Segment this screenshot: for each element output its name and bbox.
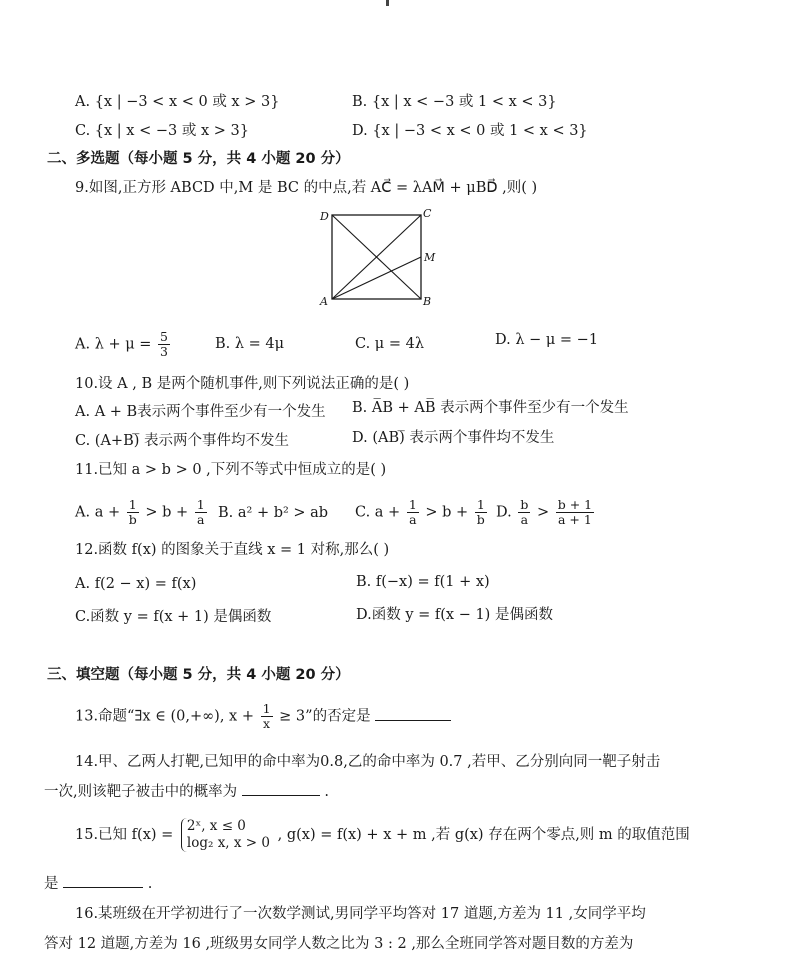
q11-c-frac2 — [475, 498, 487, 527]
q15-line1 — [75, 818, 690, 852]
q10-option-b: B. A̅B + AB̅ 表示两个事件至少有一个发生 — [352, 400, 629, 416]
q11-a-frac1-den: b — [128, 512, 137, 527]
q8-option-a: A. {x | −3 < x < 0 或 x > 3} — [75, 94, 280, 110]
q8-option-c: C. {x | x < −3 或 x > 3} — [75, 123, 249, 139]
q16-line2: 答对 12 道题,方差为 16 ,班级男女同学人数之比为 3 : 2 ,那么全班同学答对题目数的方差为 — [44, 936, 634, 952]
q11-c-frac1-den: a — [409, 512, 417, 527]
section-2-title: 二、多选题（每小题 5 分，共 4 小题 20 分） — [47, 151, 350, 167]
label-a: A — [320, 295, 328, 307]
q11-option-b: B. a² + b² > ab — [218, 505, 329, 521]
q11-c-frac2-den: b — [476, 512, 485, 527]
segment-am — [332, 257, 421, 299]
q11-option-d — [496, 498, 596, 527]
q9-option-d: D. λ − μ = −1 — [495, 332, 599, 348]
q11-a-frac2 — [195, 498, 207, 527]
q11-d-frac1-num: b — [520, 497, 529, 512]
q14-line2-text: 一次,则该靶子被击中的概率为 — [44, 784, 238, 800]
label-b: B — [423, 295, 432, 307]
q11-d-frac2 — [556, 498, 594, 527]
q11-c-mid: > b + — [425, 504, 469, 521]
q13-fraction — [261, 702, 273, 731]
q11-d-frac2-num: b + 1 — [557, 497, 593, 512]
q11-a-left: A. a + — [75, 504, 121, 521]
q10-stem: 10.设 A , B 是两个随机事件,则下列说法正确的是( ) — [75, 376, 410, 392]
q15-line2-text: 是 — [44, 876, 59, 892]
q10-option-d: D. (AB)̅ 表示两个事件均不发生 — [352, 430, 555, 446]
q13-answer-blank[interactable] — [375, 720, 451, 721]
q12-option-c: C.函数 y = f(x + 1) 是偶函数 — [75, 609, 272, 625]
q13-frac-num: 1 — [262, 701, 271, 716]
q9-stem: 9.如图,正方形 ABCD 中,M 是 BC 的中点,若 AC⃗ = λAM⃗ + μBD⃗ ,则( ) — [75, 180, 538, 196]
q11-a-mid: > b + — [145, 504, 189, 521]
section-3-title: 三、填空题（每小题 5 分，共 4 小题 20 分） — [47, 667, 350, 683]
q15-case1: 2ˣ, x ≤ 0 — [186, 818, 246, 834]
q14-line2 — [44, 782, 329, 802]
q11-d-frac1 — [518, 498, 530, 527]
q14-answer-blank[interactable] — [242, 795, 320, 796]
q10-option-a: A. A + B表示两个事件至少有一个发生 — [75, 404, 326, 420]
q11-c-frac2-num: 1 — [475, 498, 487, 513]
q11-c-frac1-num: 1 — [408, 497, 417, 512]
q11-option-c — [355, 498, 489, 527]
label-m: M — [424, 251, 436, 264]
q8-option-b: B. {x | x < −3 或 1 < x < 3} — [352, 94, 557, 110]
square-abcd-figure — [316, 205, 438, 307]
q11-a-frac1-num: 1 — [127, 498, 139, 513]
q15-case2: log₂ x, x > 0 — [186, 835, 270, 851]
q11-d-gt: > — [536, 504, 550, 521]
q15-piecewise — [181, 818, 270, 852]
q15-pre: 15.已知 f(x) = — [75, 827, 174, 843]
q15-end: . — [147, 876, 153, 892]
page-edge-mark — [386, 0, 389, 6]
q11-stem: 11.已知 a > b > 0 ,下列不等式中恒成立的是( ) — [75, 462, 387, 478]
q11-option-a — [75, 498, 209, 527]
q14-end: . — [324, 784, 329, 800]
q13-pre: 13.命题“∃x ∈ (0,+∞), x + — [75, 708, 254, 725]
q14-line1: 14.甲、乙两人打靶,已知甲的命中率为0.8,乙的命中率为 0.7 ,若甲、乙分别向同一靶子射击 — [75, 754, 661, 770]
q10-option-c: C. (A+B)̅ 表示两个事件均不发生 — [75, 433, 289, 449]
q11-a-frac2-den: a — [197, 512, 205, 527]
q12-stem: 12.函数 f(x) 的图象关于直线 x = 1 对称,那么( ) — [75, 542, 390, 558]
q13-stem — [75, 702, 451, 731]
q11-a-frac2-num: 1 — [196, 497, 205, 512]
q13-frac-den: x — [263, 716, 271, 731]
q9-a-denominator: 3 — [160, 344, 168, 359]
q12-option-a: A. f(2 − x) = f(x) — [75, 576, 197, 592]
q11-a-frac1 — [127, 498, 139, 527]
q13-post: ≥ 3”的否定是 — [279, 708, 371, 725]
q9-option-c: C. μ = 4λ — [355, 336, 425, 352]
label-c: C — [423, 207, 432, 220]
q11-c-frac1 — [407, 498, 419, 527]
q15-answer-blank[interactable] — [63, 887, 143, 888]
q9-a-numerator: 5 — [160, 329, 168, 344]
label-d: D — [320, 210, 329, 223]
q15-post: , g(x) = f(x) + x + m ,若 g(x) 存在两个零点,则 m 的取值范围 — [277, 827, 690, 843]
q15-line2 — [44, 874, 152, 894]
q11-d-frac2-den: a + 1 — [557, 512, 592, 527]
q8-option-d: D. {x | −3 < x < 0 或 1 < x < 3} — [352, 123, 588, 139]
q16-line1: 16.某班级在开学初进行了一次数学测试,男同学平均答对 17 道题,方差为 11 ,女同学平均 — [75, 906, 646, 922]
q12-option-b: B. f(−x) = f(1 + x) — [356, 574, 490, 590]
q9-option-a — [75, 330, 172, 359]
q9-a-text: A. λ + μ = — [75, 336, 152, 353]
q9-a-fraction — [158, 330, 170, 359]
q11-d-frac1-den: a — [520, 512, 529, 527]
q12-option-d: D.函数 y = f(x − 1) 是偶函数 — [356, 607, 553, 623]
q9-option-b: B. λ = 4μ — [215, 336, 285, 352]
q11-d-label: D. — [496, 504, 512, 521]
q11-c-left: C. a + — [355, 504, 401, 521]
